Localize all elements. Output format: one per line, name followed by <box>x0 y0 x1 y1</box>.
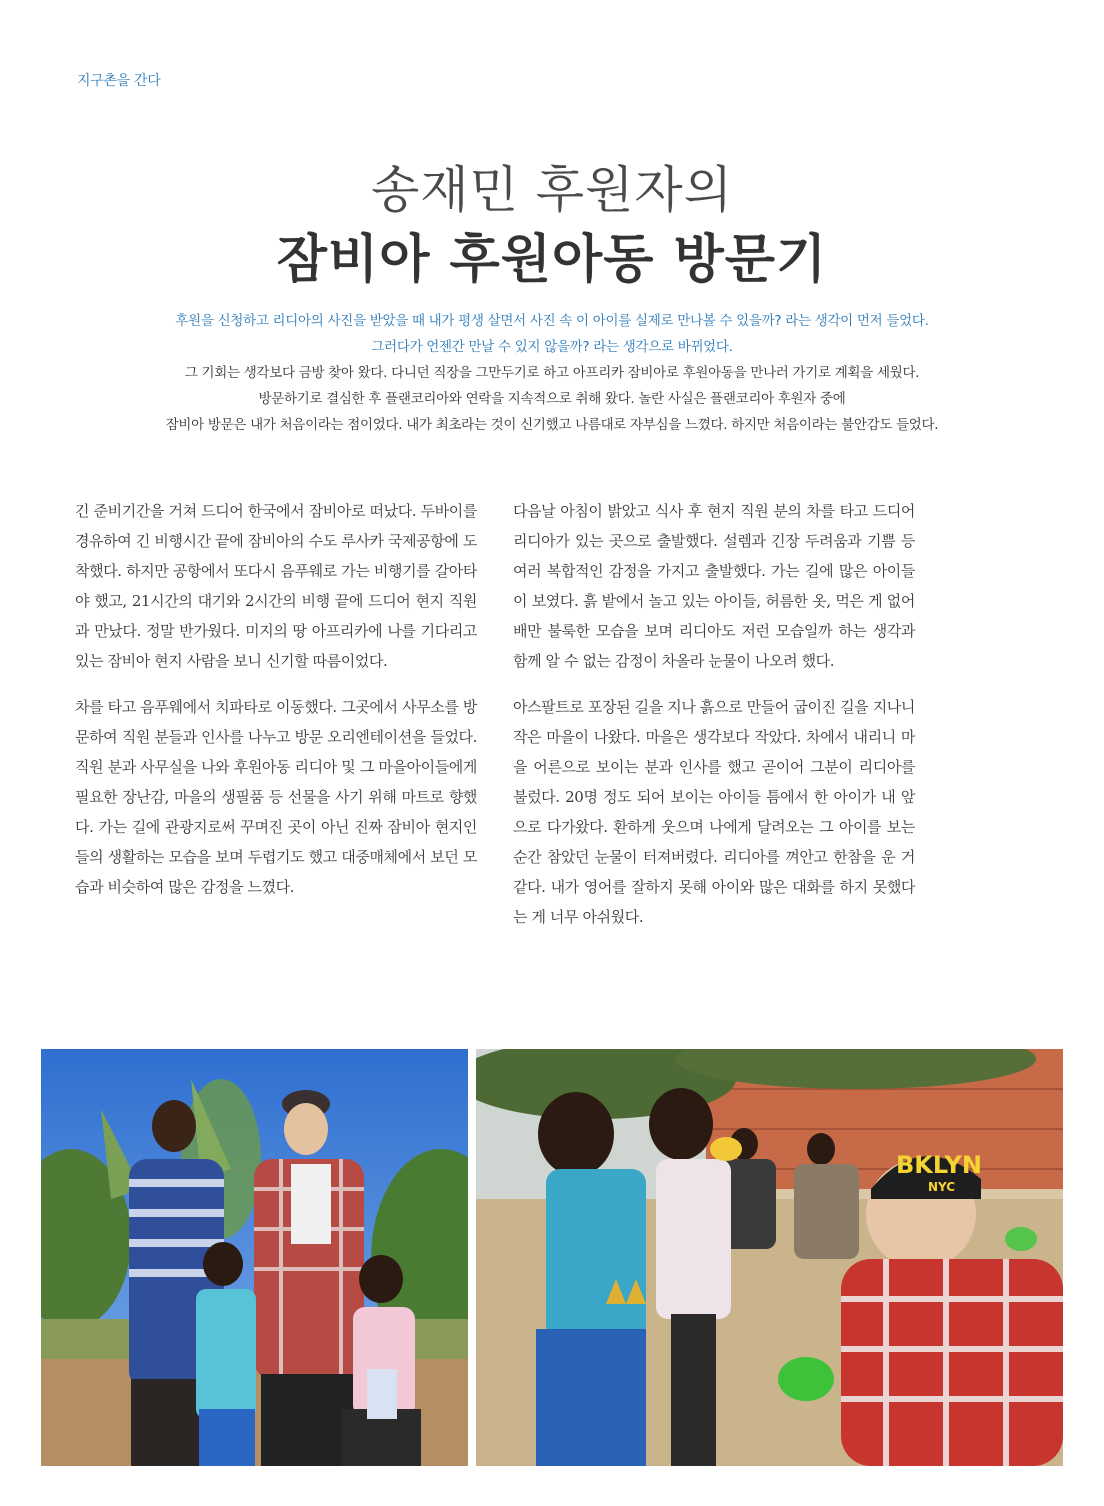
article-title-line2: 잠비아 후원아동 방문기 <box>276 230 828 290</box>
intro-line: 그 기회는 생각보다 금방 찾아 왔다. 다니던 직장을 그만두기로 하고 아프리카 잠비아로 후원아동을 만나러 가기로 계획을 세웠다. <box>184 365 920 381</box>
body-column-right <box>513 496 915 948</box>
cap-logo-subtext: NYC <box>928 1180 956 1194</box>
photo-group-outdoors <box>41 1049 468 1466</box>
photo-children-balloons <box>476 1049 1063 1466</box>
body-paragraph: 긴 준비기간을 거쳐 드디어 한국에서 잠비아로 떠났다. 두바이를 경유하여 긴 비행시간 끝에 잠비아의 수도 루사카 국제공항에 도착했다. 하지만 공항에서 또다시 음푸웨로 가는 비행기를 갈아타야 했고, 21시간의 대기와 2시간의 비행 끝에 드디어 현지 직원과 만났다. 정말 반가웠다. 미지의 땅 아프리카에 나를 기다리고 있는 잠비아 현지 사람을 보니 신기할 따름이었다. <box>75 502 477 670</box>
body-paragraph: 아스팔트로 포장된 길을 지나 흙으로 만들어 굽이진 길을 지나니 작은 마을이 나왔다. 마을은 생각보다 작았다. 차에서 내리니 마을 어른으로 보이는 분과 인사를 했고 곧이어 그분이 리디아를 불렀다. 20명 정도 되어 보이는 아이들 틈에서 한 아이가 내 앞으로 다가왔다. 환하게 웃으며 나에게 달려오는 그 아이를 보는 순간 참았던 눈물이 터져버렸다. 리디아를 껴안고 한참을 운 거 같다. 내가 영어를 잘하지 못해 아이와 많은 대화를 하지 못했다는 게 너무 아쉬웠다. <box>513 698 915 926</box>
cap-logo-text: BKLYN <box>896 1151 982 1179</box>
article-title-line1: 송재민 후원자의 <box>371 161 733 219</box>
intro-block <box>40 308 1064 438</box>
intro-line: 후원을 신청하고 리디아의 사진을 받았을 때 내가 평생 살면서 사진 속 이 아이를 실제로 만나볼 수 있을까? 라는 생각이 먼저 들었다. <box>175 313 929 329</box>
section-label: 지구촌을 간다 <box>77 73 161 89</box>
intro-line: 그러다가 언젠간 만날 수 있지 않을까? 라는 생각으로 바뀌었다. <box>371 339 733 355</box>
intro-line: 방문하기로 결심한 후 플랜코리아와 연락을 지속적으로 취해 왔다. 놀란 사실은 플랜코리아 후원자 중에 <box>258 391 846 407</box>
intro-line: 잠비아 방문은 내가 처음이라는 점이었다. 내가 최초라는 것이 신기했고 나름대로 자부심을 느꼈다. 하지만 처음이라는 불안감도 들었다. <box>165 417 939 433</box>
body-paragraph: 차를 타고 음푸웨에서 치파타로 이동했다. 그곳에서 사무소를 방문하여 직원 분들과 인사를 나누고 방문 오리엔테이션을 들었다. 직원 분과 사무실을 나와 후원아동 리디아 및 그 마을아이들에게 필요한 장난감, 마을의 생필품 등 선물을 사기 위해 마트로 향했다. 가는 길에 관광지로써 꾸며진 곳이 아닌 진짜 잠비아 현지인들의 생활하는 모습을 보며 두렵기도 했고 대중매체에서 보던 모습과 비슷하여 많은 감정을 느꼈다. <box>75 698 477 896</box>
body-paragraph: 다음날 아침이 밝았고 식사 후 현지 직원 분의 차를 타고 드디어 리디아가 있는 곳으로 출발했다. 설렘과 긴장 두려움과 기쁨 등 여러 복합적인 감정을 가지고 출발했다. 가는 길에 많은 아이들이 보였다. 흙 밭에서 놀고 있는 아이들, 허름한 옷, 먹은 게 없어 배만 불룩한 모습을 보며 리디아도 저런 모습일까 하는 생각과 함께 알 수 없는 감정이 차올라 눈물이 나오려 했다. <box>513 502 915 670</box>
body-column-left <box>75 496 477 918</box>
